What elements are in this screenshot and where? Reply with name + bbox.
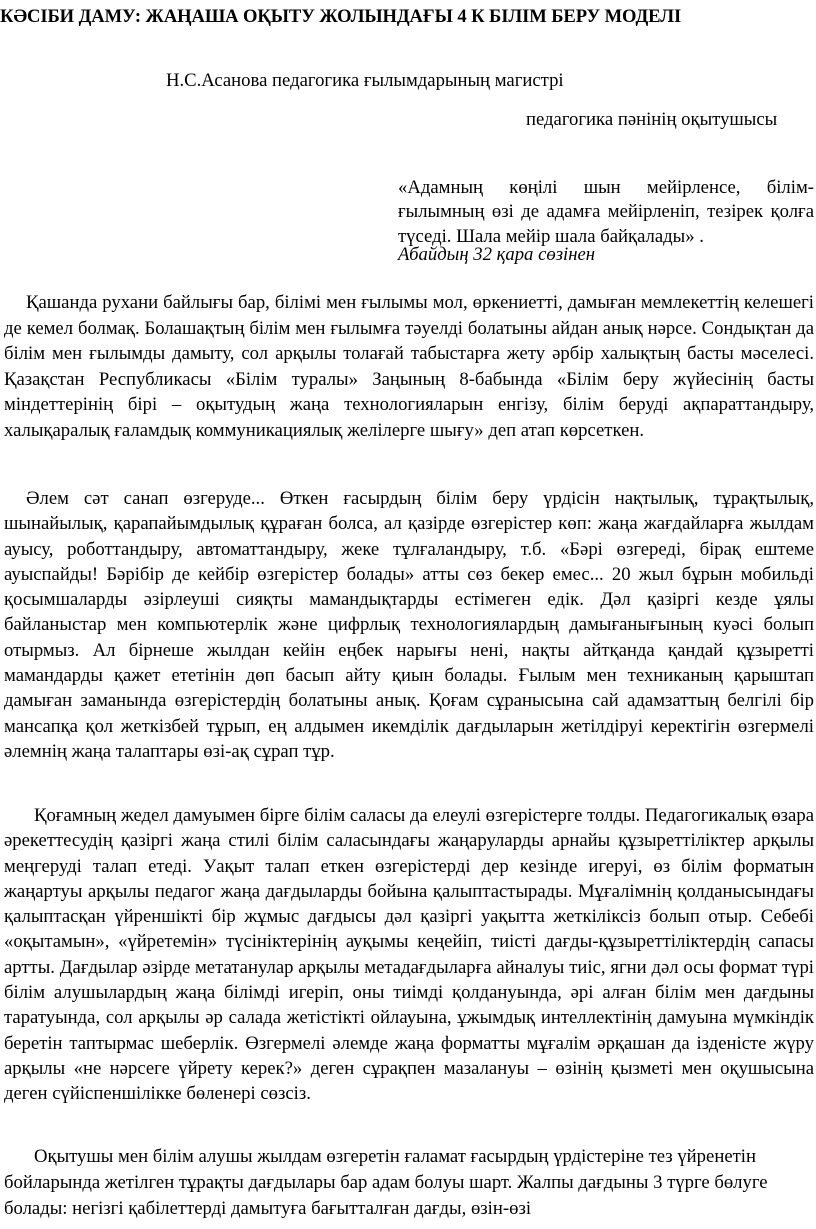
body-paragraph: Қоғамның жедел дамуымен бірге білім саласы да елеулі өзгерістерге толды. Педагогикалық өзара әрекеттесудің қазіргі жаңа стилі білім саласындағы жаңаруларды арнайы құзыреттіліктер арқылы меңгеруді талап етеді. Уақыт талап еткен өзгерістерді дер кезінде игеруі, өз білім форматын жаңартуы арқылы педагог жаңа дағдыларды бойына қалыптастырады. Мұғалімнің қолданысындағы қалыптасқан үйреншікті бір жұмыс дағдысы дәл қазіргі уақытта жеткіліксіз болып отыр. Себебі «оқытамын», «үйретемін» түсініктерінің ауқымы кеңейіп, тиісті дағды-құзыреттіліктердің сапасы артты. Дағдылар әзірде метатанулар арқылы метадағдыларға айналуы тиіс, ягни дәл осы формат түрі білім алушылардың жаңа білімді игеріп, оны тиімді қолдануында, әрі алған білім мен дағдыны таратуында, сол арқылы әр салада жетістікті ойлауына, ұжымдық интеллектінің дамуына мүмкіндік беретін таптырмас шеберлік. Өзгермелі әлемде жаңа форматты мұғалім әрқашан да ізденісте жүру арқылы «не нәрсеге үйрету керек?» деген сұрақпен мазалануы – өзінің қызметі мен оқушысына деген сүйіспеншілікке бөленері сөзсіз. xyxy=(4,805,814,1105)
epigraph-quote: «Адамның көңілі шын мейірленсе, білім-ғылымның өзі де адамға мейірленіп, тезірек қолға түседі. Шала мейір шала байқалады» . xyxy=(398,177,814,247)
author-name: Н.С.Асанова педагогика ғылымдарының магистрі xyxy=(166,70,564,91)
document-title: КӘСІБИ ДАМУ: ЖАҢАША ОҚЫТУ ЖОЛЫНДАҒЫ 4 К БІЛІМ БЕРУ МОДЕЛІ xyxy=(0,6,682,27)
body-paragraph: Оқытушы мен білім алушы жылдам өзгеретін ғаламат ғасырдың үрдістеріне тез үйренетін бойларында жетілген тұрақты дағдылары бар адам болуы шарт. Жалпы дағдыны 3 түрге бөлуге болады: негізгі қабілеттерді дамытуға бағытталған дағды, өзін-өзі xyxy=(4,1146,768,1219)
epigraph-source: Абайдың 32 қара сөзінен xyxy=(398,244,596,265)
body-paragraph: Қашанда рухани байлығы бар, білімі мен ғылымы мол, өркениетті, дамыған мемлекеттің келешегі де кемел болмақ. Болашақтың білім мен ғылымға тәуелді болатыны айдан анық нәрсе. Сондықтан да білім мен ғылымды дамыту, сол арқылы толағай табыстарға жету әрбір халықтың басты мәселесі. Қазақстан Республикасы «Білім туралы» Заңының 8-бабында «Білім беру жүйесінің басты міндеттерінің бірі – оқытудың жаңа технологияларын енгізу, білім беруді ақпараттандыру, халықаралық ғаламдық коммуникациялық желілерге шығу» деп атап көрсеткен. xyxy=(4,292,814,441)
body-paragraph: Әлем сәт санап өзгеруде... Өткен ғасырдың білім беру үрдісін нақтылық, тұрақтылық, шынайылық, қарапайымдылық құраған болса, ал қазірде өзгерістер көп: жаңа жағдайларға жылдам ауысу, роботтандыру, автоматтандыру, жеке тұлғаландыру, т.б. «Бәрі өзгереді, бірақ ештеме ауыспайды! Бәрібір де кейбір өзгерістер болады» атты сөз бекер емес... 20 жыл бұрын мобильді қосымшаларды әзірлеуші сияқты мамандықтарды естімеген едік. Дәл қазіргі кезде ұялы байланыстар мен компьютерлік және цифрлық технологиялардың дамығанығының куәсі болып отырмыз. Ал бірнеше жылдан кейін еңбек нарығы нені, нақты айтқанда қандай құзыретті мамандарды қажет ететінін дөп басып айту қиын болады. Ғылым мен техниканың қарыштап дамыған заманында өзгерістердің болатыны анық. Қоғам сұранысына сай адамзаттың белгілі бір мансапқа қол жеткізбей тұрып, ең алдымен икемділік дағдыларын жетілдіруі керектігін өзгермелі әлемнің жаңа талаптары өзі-ақ сұрап тұр. xyxy=(4,488,814,762)
author-position: педагогика пәнінің оқытушысы xyxy=(526,109,778,130)
